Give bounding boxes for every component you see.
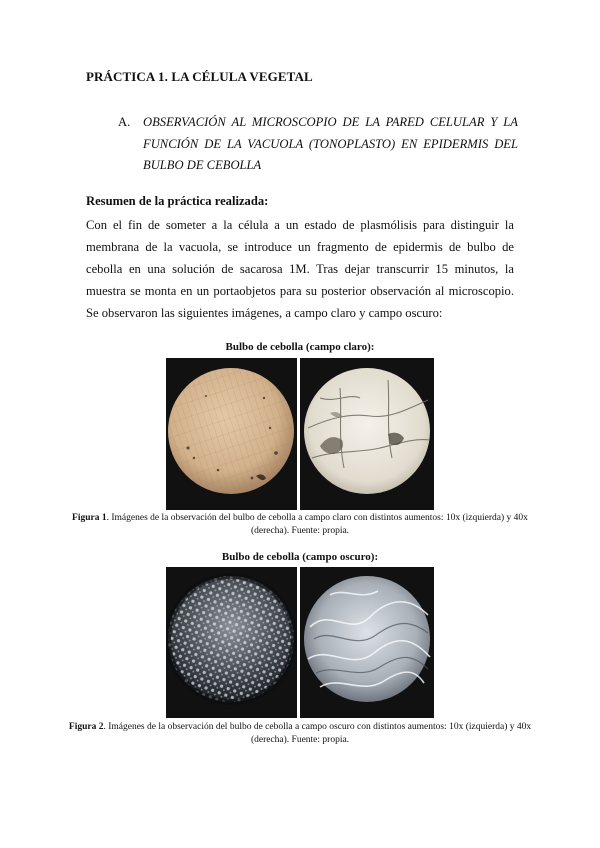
figure-2-title: Bulbo de cebolla (campo oscuro):: [221, 551, 379, 563]
section-heading: OBSERVACIÓN AL MICROSCOPIO DE LA PARED CELULAR Y LA FUNCIÓN DE LA VACUOLA (TONOPLASTO) EN EPIDERMIS DEL BULBO DE CEBOLLA: [143, 115, 518, 172]
figure-2-caption: [60, 721, 540, 747]
figure-1-title: Bulbo de cebolla (campo claro):: [225, 341, 375, 353]
micrograph-darkfield-40x: [300, 567, 434, 718]
figure-1-caption-label: Figura 1: [72, 513, 107, 523]
figure-2-caption-text: . Imágenes de la observación del bulbo de cebolla a campo oscuro con distintos aumentos: 10x (izquierda) y 40x (derecha). Fuente: propia.: [103, 722, 532, 745]
section-letter: A.: [118, 115, 131, 129]
summary-paragraph: Con el fin de someter a la célula a un estado de plasmólisis para distinguir la membrana de la vacuola, se introduce un fragmento de epidermis de bulbo de cebolla en una solución de sacarosa 1M. Tras dejar transcurrir 15 minutos, la muestra se monta en un portaobjetos para su posterior observación al microscopio. Se observaron las siguientes imágenes, a campo claro y campo oscuro:: [86, 218, 514, 320]
summary-heading: Resumen de la práctica realizada:: [86, 194, 269, 208]
page-title: PRÁCTICA 1. LA CÉLULA VEGETAL: [86, 69, 313, 84]
micrograph-brightfield-40x: [300, 358, 434, 510]
figure-1-caption-text: . Imágenes de la observación del bulbo de cebolla a campo claro con distintos aumentos: 10x (izquierda) y 40x (derecha). Fuente: propia.: [106, 513, 528, 536]
micrograph-brightfield-10x: [166, 358, 297, 510]
micrograph-darkfield-10x: [166, 567, 297, 718]
figure-2-caption-label: Figura 2: [68, 722, 104, 732]
section-a: [118, 112, 518, 177]
figure-1-caption: [60, 512, 540, 538]
